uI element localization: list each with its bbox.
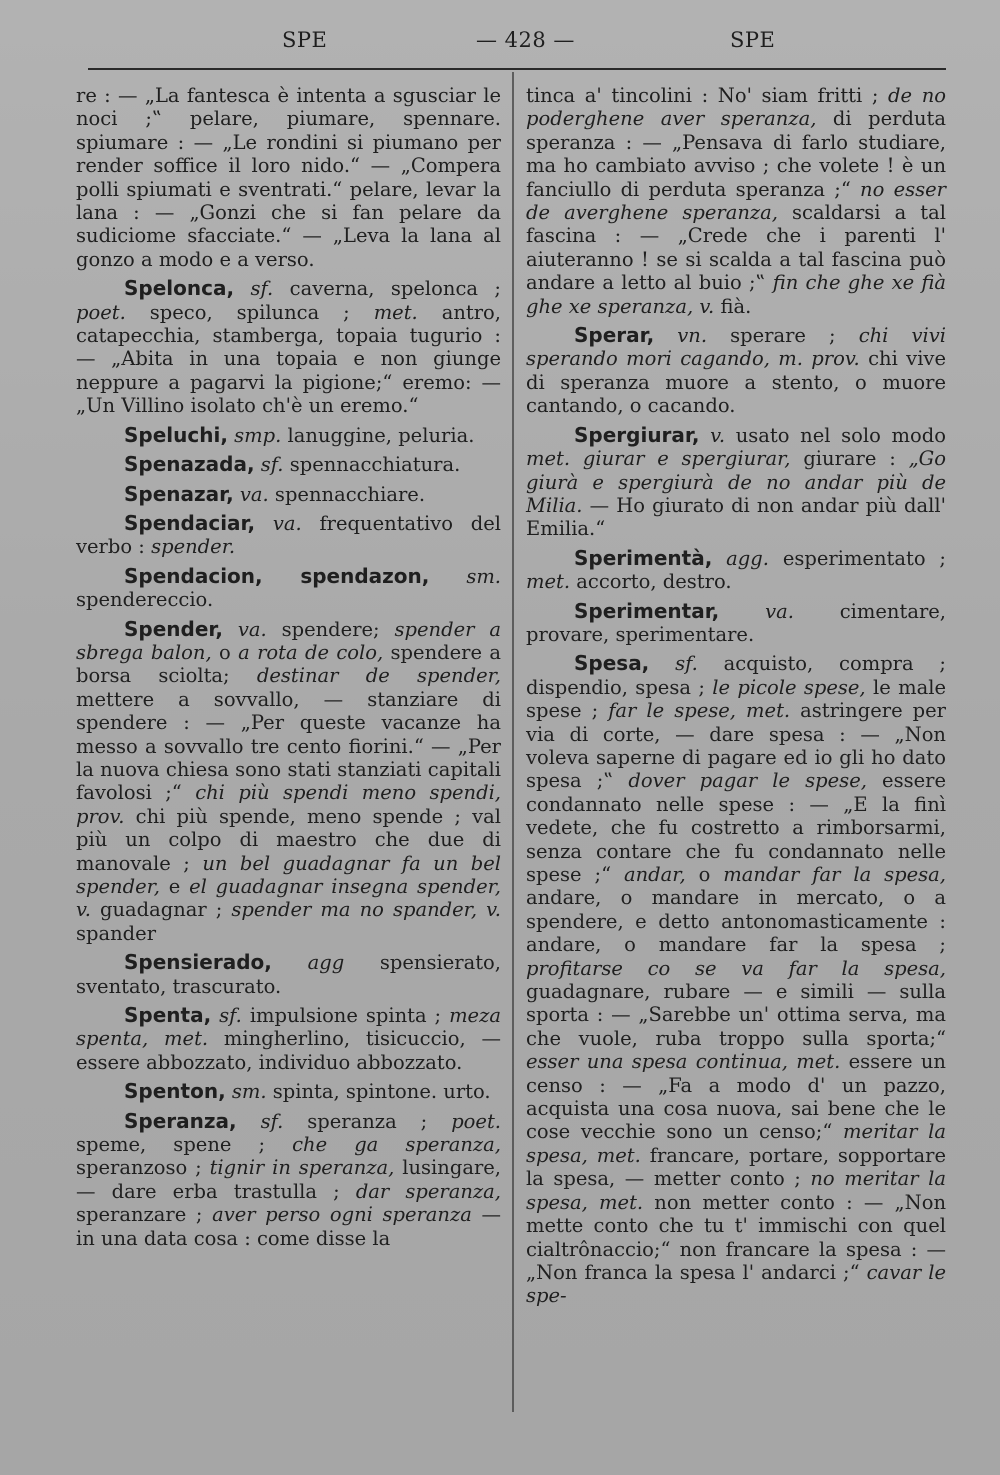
entry-headword: Sperimentà, — [574, 545, 713, 570]
entry-headword: Spenazada, — [124, 452, 255, 477]
entry-definition: sf. acquisto, compra ; dispendio, spesa ; le picole spese, le male spese ; far le spese, met. astringere per via di corte, — dare spesa : — „Non voleva saperne di pagare ed io gli ho dato spesa ;‟ dover pagar le spese, essere condannato nelle spese : — „E la finì vedete, che fu costretto a rimborsarmi, senza contare che fu condannato nelle spese ;“ andar, o mandar far la spesa, andare, o mandare in mercato, o a spendere, e detto antonomasticamente : andare, o mandare far la spesa ; profitarse co se va far la spesa, guadagnare, rubare — e simili — sulla sporta : — „Sarebbe un' ottima serva, ma che vuole, ruba troppo sulla sporta;“ esser una spesa continua, met. essere un censo : — „Fa a modo d' un pazzo, acquista una cosa nuova, sai bene che le cose vecchie sono un censo;“ meritar la spesa, met. francare, portare, sopportare la spesa, — metter conto ; no meritar la spesa, met. non metter conto : — „Non mette conto che tu t' immischi con quel cialtrônaccio;“ non francare la spesa : — „Non franca la spesa l' andarci ;“ cavar le spe- — [526, 652, 947, 1308]
entry-headword: Spender, — [124, 616, 223, 641]
dictionary-entry — [526, 547, 946, 594]
entry-definition: va. cimentare, provare, sperimentare. — [526, 599, 946, 646]
header-left: SPE — [282, 28, 328, 52]
entry-definition: sm. spendereccio. — [76, 564, 502, 612]
entry-continuation: re : — „La fantesca è intenta a sgusciar le noci ;‟ pelare, piumare, spennare. spiumare : — „Le rondini si piumano per render soffice il loro nido.“ — „Compera polli spiumati e sventrati.“ pelare, levar la lana : — „Gonzi che si fan pelare da sudiciome sfacciate.“ — „Leva la lana al gonzo a modo e a verso. — [76, 84, 501, 271]
entry-headword: Spenta, — [124, 1003, 212, 1028]
dictionary-entry — [526, 652, 946, 1307]
dictionary-entry — [76, 453, 501, 476]
entry-definition: agg spensierato, sventato, trascurato. — [76, 951, 501, 998]
entry-headword: Spergiurar, — [574, 422, 700, 447]
dictionary-entry — [526, 600, 946, 647]
entry-headword: Spendacion, spendazon, — [124, 563, 430, 588]
dictionary-entry — [76, 483, 501, 506]
header-rule — [88, 68, 946, 70]
dictionary-entry — [526, 324, 946, 418]
entry-headword: Spenton, — [124, 1079, 226, 1104]
entry-definition: sf. speranza ; poet. speme, spene ; che ga speranza, speranzoso ; tignir in speranza, lusingare, — dare erba trastulla ; dar speranza, speranzare ; aver perso ogni speranza — in una data cosa : come disse la — [76, 1109, 502, 1250]
entry-definition: va. spendere; spender a sbrega balon, o a rota de colo, spendere a borsa sciolta; destinar de spender, mettere a sovvallo, — stanziare di spendere : — „Per queste vacanze ha messo a sovvallo tre cento fiorini.“ — „Per la nuova chiesa sono stati stanziati capitali favolosi ;“ chi più spendi meno spendi, prov. chi più spende, meno spende ; val più un colpo di maestro che due di manovale ; un bel guadagnar fa un bel spender, e el guadagnar insegna spender, v. guadagnar ; spender ma no spander, v. spander — [76, 617, 502, 945]
entry-definition: va. spennacchiare. — [239, 482, 426, 506]
dictionary-entry — [76, 277, 501, 417]
entry-definition: sf. impulsione spinta ; meza spenta, met. mingherlino, tisicuccio, — essere abbozzato, individuo abbozzato. — [76, 1004, 501, 1074]
dictionary-entry — [76, 1004, 501, 1074]
dictionary-entry — [526, 424, 946, 541]
entry-definition: sf. spennacchiatura. — [260, 453, 461, 477]
right-column — [526, 84, 946, 1308]
dictionary-entry — [76, 1080, 501, 1103]
header-right: SPE — [730, 28, 776, 52]
entry-headword: Spensierado, — [124, 950, 272, 975]
entry-definition: vn. sperare ; chi vivi sperando mori cagando, m. prov. chi vive di speranza muore a stento, o muore cantando, o cacando. — [526, 324, 947, 418]
entry-headword: Spendaciar, — [124, 510, 256, 535]
entry-definition: smp. lanuggine, peluria. — [234, 423, 475, 447]
entry-continuation: tinca a' tincolini : No' siam fritti ; de no poderghene aver speranza, di perduta speranza : — „Pensava di farlo studiare, ma ho cambiato avviso ; che volete ! è un fanciullo di perduta speranza ;“ no esser de averghene speranza, scaldarsi a tal fascina : — „Crede che i parenti l' aiuteranno ! se si scalda a tal fascina può andare a letto al buio ;‟ fin che ghe xe fià ghe xe speranza, v. fià. — [526, 84, 946, 318]
left-column — [76, 84, 501, 1250]
entry-headword: Sperar, — [574, 323, 655, 348]
column-divider — [512, 72, 514, 1412]
entry-definition: va. frequentativo del verbo : spender. — [76, 511, 502, 559]
dictionary-entry — [76, 424, 501, 447]
dictionary-entry — [76, 512, 501, 559]
entry-definition: agg. esperimentato ; met. accorto, destro. — [526, 546, 946, 594]
running-header — [0, 28, 1000, 68]
entry-definition: sf. caverna, spelonca ; poet. speco, spilunca ; met. antro, catapecchia, stamberga, topaia tugurio : — „Abita in una topaia e non giunge neppure a pagarvi la pigione;“ eremo: — „Un Villino isolato ch'è un eremo.“ — [76, 277, 501, 418]
dictionary-entry — [76, 1110, 501, 1250]
entry-headword: Spenazar, — [124, 481, 234, 506]
entry-headword: Speluchi, — [124, 422, 228, 447]
dictionary-entry — [76, 618, 501, 946]
page-number: — 428 — — [476, 28, 575, 52]
entry-definition: v. usato nel solo modo met. giurar e spergiurar, giurare : „Go giurà e spergiurà de no andar più de Milia. — Ho giurato di non andar più dall' Emilia.“ — [526, 423, 946, 541]
entry-headword: Sperimentar, — [574, 598, 720, 623]
entry-headword: Spelonca, — [124, 276, 235, 301]
entry-headword: Speranza, — [124, 1108, 237, 1133]
entry-definition: sm. spinta, spintone. urto. — [231, 1080, 491, 1104]
dictionary-entry — [76, 951, 501, 998]
entry-headword: Spesa, — [574, 651, 650, 676]
dictionary-entry — [76, 565, 501, 612]
